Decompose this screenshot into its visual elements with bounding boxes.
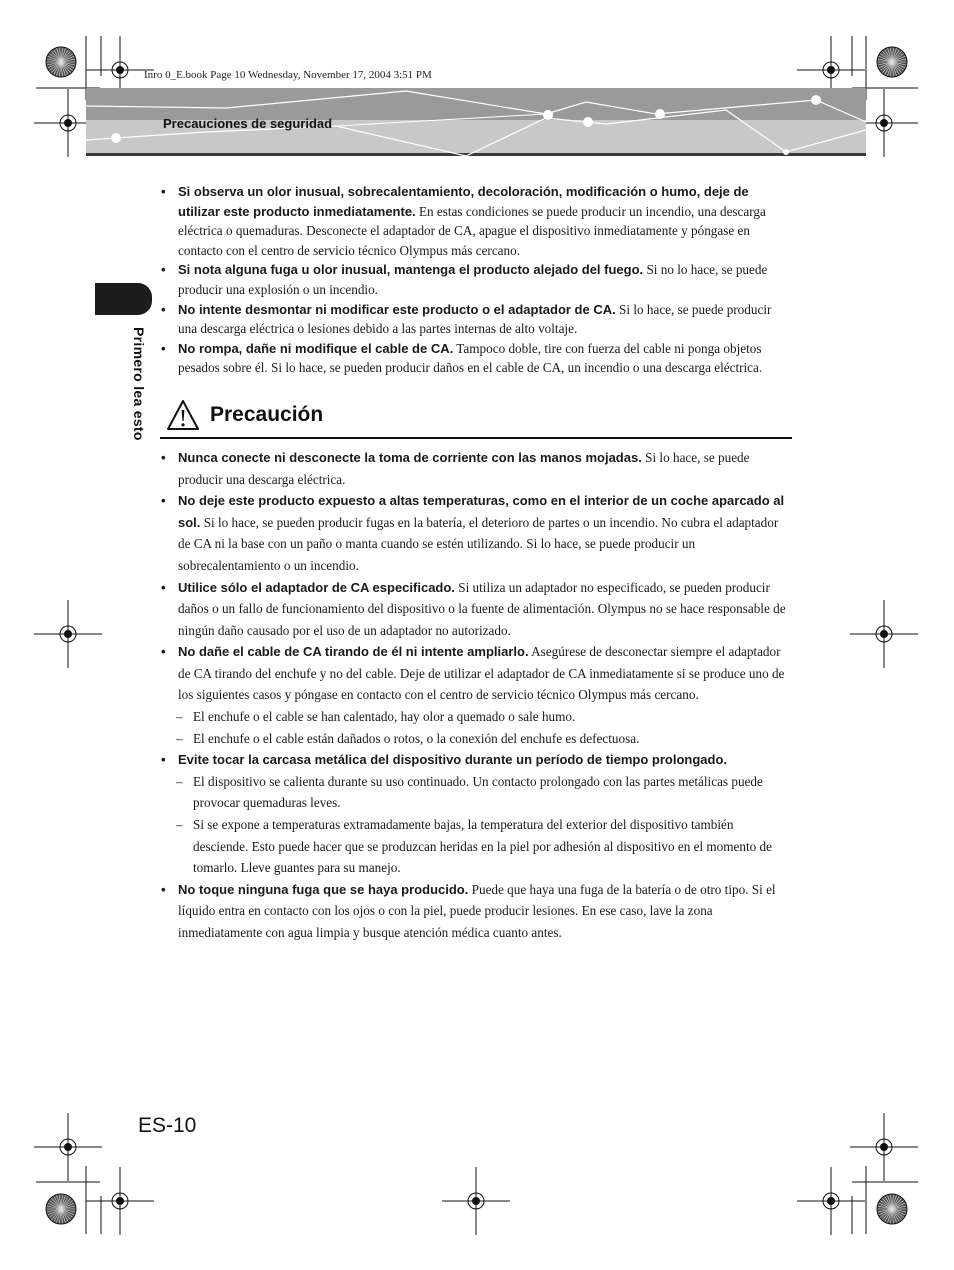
- list-item: [160, 182, 792, 260]
- list-item: [160, 577, 792, 642]
- sub-item: [160, 771, 792, 814]
- bullet: •: [161, 262, 166, 278]
- bullet: •: [161, 493, 166, 509]
- list-item: [160, 490, 792, 576]
- caution-list: [160, 447, 792, 944]
- crosshair-mark: [64, 630, 72, 638]
- side-tab-label: Primero lea esto: [131, 327, 147, 441]
- item-text: En estas condiciones se puede producir un incendio, una descarga eléctrica o quemaduras. Desconecte el adaptador de CA, apague el dispositivo inmediatamente y póngase en contacto con el centro de servicio técnico Olympus más cercano.: [178, 203, 766, 258]
- item-bold-text: No deje este producto expuesto a altas temperaturas, como en el interior de un coche aparcado al sol.: [178, 493, 785, 530]
- bullet: •: [161, 449, 166, 465]
- item-bold-text: Nunca conecte ni desconecte la toma de corriente con las manos mojadas.: [178, 449, 642, 465]
- dash: –: [176, 817, 183, 833]
- bullet: •: [161, 644, 166, 660]
- sub-item-text: El enchufe o el cable se han calentado, hay olor a quemado o sale humo.: [193, 709, 576, 725]
- item-bold-text: No rompa, dañe ni modifique el cable de CA.: [178, 340, 454, 356]
- item-bold-text: Si nota alguna fuga u olor inusual, mantenga el producto alejado del fuego.: [178, 262, 644, 278]
- page-number: ES-10: [138, 1114, 197, 1137]
- bullet: •: [161, 184, 166, 199]
- item-bold-text: Utilice sólo el adaptador de CA especificado.: [178, 579, 455, 595]
- bullet: •: [161, 881, 166, 897]
- item-text: Si no lo hace, se puede producir una explosión o un incendio.: [178, 262, 768, 297]
- side-tab: [95, 283, 152, 315]
- crosshair-mark: [880, 630, 888, 638]
- crosshair-mark: [64, 119, 72, 127]
- list-item: [160, 749, 792, 771]
- dash: –: [176, 709, 183, 725]
- item-bold-text: No intente desmontar ni modificar este producto o el adaptador de CA.: [178, 301, 616, 317]
- crosshair-mark: [116, 1197, 124, 1205]
- warning-list: [160, 182, 792, 378]
- item-text: Asegúrese de desconectar siempre el adaptador de CA tirando del enchufe y no del cable. Deje de utilizar el adaptador de CA inmediatamente si se produce uno de los siguientes casos y póngase en contacto con el centro de servicio técnico Olympus más cercano.: [178, 644, 785, 703]
- caution-heading: [160, 397, 792, 439]
- item-bold-text: Si observa un olor inusual, sobrecalentamiento, decoloración, modificación o humo, deje de utilizar este producto inmediatamente.: [178, 184, 749, 219]
- item-text: Si lo hace, se puede producir una descarga eléctrica.: [178, 449, 750, 487]
- crosshair-mark: [880, 1143, 888, 1151]
- crosshair-mark: [116, 66, 124, 74]
- sub-item-text: El dispositivo se calienta durante su uso continuado. Un contacto prolongado con las partes metálicas puede provocar quemaduras leves.: [193, 773, 763, 811]
- list-item: [160, 300, 792, 339]
- sub-item-text: El enchufe o el cable están dañados o rotos, o la conexión del enchufe es defectuosa.: [193, 730, 640, 746]
- bullet: •: [161, 752, 166, 768]
- list-item: [160, 447, 792, 490]
- list-item: [160, 879, 792, 944]
- list-item: [160, 641, 792, 706]
- item-text: Puede que haya una fuga de la batería o de otro tipo. Si el líquido entra en contacto con los ojos o con la piel, puede producir lesiones. En ese caso, lave la zona inmediatamente con agua limpia y busque atención médica cuanto antes.: [178, 881, 776, 940]
- warning-triangle-icon: [166, 399, 200, 431]
- crosshair-mark: [64, 1143, 72, 1151]
- sub-item-text: Si se expone a temperaturas extramadamente bajas, la temperatura del exterior del dispositivo también desciende. Esto puede hacer que se produzcan heridas en la piel por adhesión al dispositivo en el momento de tomarlo. Lleve guantes para su manejo.: [193, 817, 772, 876]
- content: [160, 182, 792, 944]
- section-title: Precauciones de seguridad: [163, 116, 333, 131]
- dash: –: [176, 730, 183, 746]
- crosshair-mark: [827, 1197, 835, 1205]
- list-item: [160, 260, 792, 299]
- sub-item: [160, 706, 792, 728]
- caution-heading-text: Precaución: [210, 402, 324, 426]
- item-bold-text: No dañe el cable de CA tirando de él ni intente ampliarlo.: [178, 644, 529, 660]
- item-bold-text: Evite tocar la carcasa metálica del dispositivo durante un período de tiempo prolongado.: [178, 752, 728, 768]
- list-item: [160, 339, 792, 378]
- crosshair-mark: [472, 1197, 480, 1205]
- item-bold-text: No toque ninguna fuga que se haya producido.: [178, 881, 469, 897]
- item-text: Si lo hace, se pueden producir fugas en la batería, el deterioro de partes o un incendio. No cubra el adaptador de CA ni la base con un paño o manta cuando se estén utilizando. Si lo hace, se puede producir un sobrecalentamiento o un incendio.: [178, 514, 779, 573]
- crosshair-mark: [880, 119, 888, 127]
- item-text: Tampoco doble, tire con fuerza del cable ni ponga objetos pesados sobre él. Si lo hace, se pueden producir daños en el cable de CA, un incendio o una descarga eléctrica.: [178, 340, 763, 376]
- item-text: Si utiliza un adaptador no especificado, se pueden producir daños o un fallo de funcionamiento del dispositivo o la fuente de alimentación. Olympus no se hace responsable de ningún daño causado por el uso de un adaptador no autorizado.: [178, 579, 786, 638]
- bullet: •: [161, 579, 166, 595]
- bullet: •: [161, 340, 166, 356]
- sub-item: [160, 814, 792, 879]
- item-text: Si lo hace, se puede producir una descarga eléctrica o lesiones debido a las partes internas de alto voltaje.: [178, 301, 772, 337]
- book-info-line: Inro 0_E.book Page 10 Wednesday, November 17, 2004 3:51 PM: [144, 69, 432, 81]
- sub-item: [160, 728, 792, 750]
- dash: –: [176, 773, 183, 789]
- bullet: •: [161, 301, 166, 317]
- crosshair-mark: [827, 66, 835, 74]
